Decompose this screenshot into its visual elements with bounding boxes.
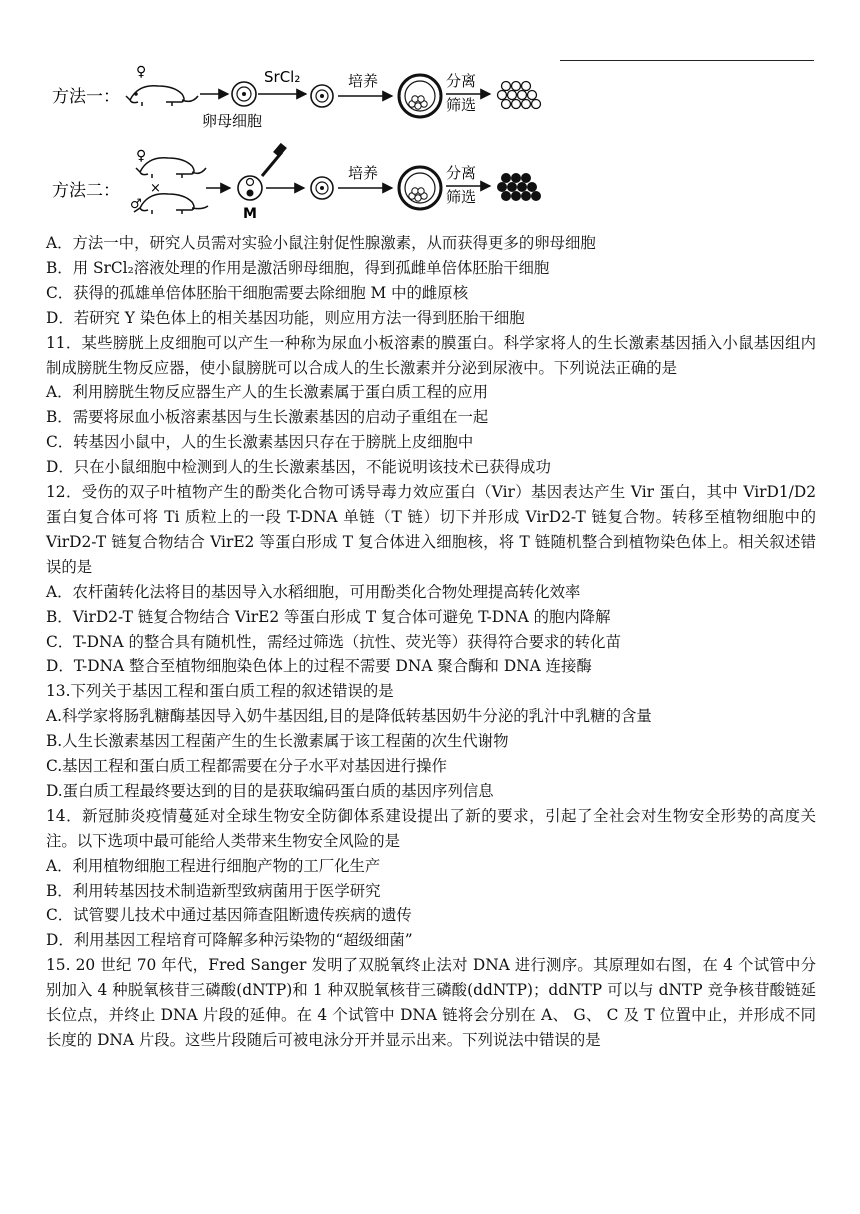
header-rule [560, 60, 814, 61]
option-11a: A．利用膀胱生物反应器生产人的生长激素属于蛋白质工程的应用 [46, 383, 489, 402]
option-10b: B．用 SrCl₂溶液处理的作用是激活卵母细胞，得到孤雌单倍体胚胎干细胞 [46, 258, 550, 277]
option-12b: B．VirD2-T 链复合物结合 VirE2 等蛋白形成 T 复合体可避免 T-DNA 的胞内降解 [46, 607, 611, 626]
question-14: 14．新冠肺炎疫情蔓延对全球生物安全防御体系建设提出了新的要求，引起了全社会对生物安全形势的高度关注。以下选项中最可能给人类带来生物安全风险的是 [46, 806, 816, 850]
option-12c: C．T-DNA 的整合具有随机性，需经过筛选（抗性、荧光等）获得符合要求的转化苗 [46, 632, 621, 651]
option-13a: A.科学家将肠乳糖酶基因导入奶牛基因组,目的是降低转基因奶牛分泌的乳汁中乳糖的含量 [46, 707, 652, 726]
option-11c: C．转基因小鼠中，人的生长激素基因只存在于膀胱上皮细胞中 [46, 433, 474, 452]
option-11b: B．需要将尿血小板溶素基因与生长激素基因的启动子重组在一起 [46, 408, 489, 427]
reagent-label: SrCl₂ [264, 68, 301, 86]
male-symbol: ♂ [130, 197, 142, 212]
option-14a: A．利用植物细胞工程进行细胞产物的工厂化生产 [46, 856, 381, 875]
option-12d: D．T-DNA 整合至植物细胞染色体上的过程不需要 DNA 聚合酶和 DNA 连接酶 [46, 657, 592, 676]
activated-cell-icon-2 [311, 177, 333, 199]
culture-label-2: 培养 [348, 164, 379, 182]
culture-label-1: 培养 [348, 72, 379, 90]
oocyte-icon-1 [232, 82, 256, 106]
mouse-icon-male [134, 194, 208, 214]
select-label-2b: 筛选 [446, 188, 477, 206]
select-label-1b: 筛选 [446, 96, 477, 114]
option-10a: A．方法一中，研究人员需对实验小鼠注射促性腺激素，从而获得更多的卵母细胞 [46, 234, 596, 252]
activated-oocyte-icon-1 [311, 85, 333, 107]
oocyte-label: 卵母细胞 [202, 112, 263, 130]
method1-label: 方法一： [52, 87, 120, 107]
female-symbol-1: ♀ [136, 64, 147, 80]
question-11: 11．某些膀胱上皮细胞可以产生一种称为尿血小板溶素的膜蛋白。科学家将人的生长激素基因插入小鼠基因组内制成膀胱生物反应器，使小鼠膀胱可以合成人的生长激素并分泌到尿液中。下列说法正确的是 [46, 333, 816, 377]
haploid-stem-cells-filled [498, 174, 541, 201]
cross-symbol: × [150, 181, 161, 196]
question-13: 13.下列关于基因工程和蛋白质工程的叙述错误的是 [46, 682, 394, 701]
option-10d: D．若研究 Y 染色体上的相关基因功能，则应用方法一得到胚胎干细胞 [46, 308, 525, 327]
mouse-icon-female [136, 158, 206, 178]
blastocyst-icon-2 [399, 167, 441, 209]
option-13c: C.基因工程和蛋白质工程都需要在分子水平对基因进行操作 [46, 757, 447, 776]
haploid-stem-cells-hollow [498, 82, 541, 109]
pipette-icon [262, 143, 287, 176]
option-13b: B.人生长激素基因工程菌产生的生长激素属于该工程菌的次生代谢物 [46, 732, 509, 751]
select-label-1a: 分离 [446, 72, 477, 90]
method2-label: 方法二： [52, 181, 120, 201]
option-14d: D．利用基因工程培育可降解多种污染物的“超级细菌” [46, 931, 413, 950]
mouse-icon-1 [126, 86, 198, 106]
option-11d: D．只在小鼠细胞中检测到人的生长激素基因，不能说明该技术已获得成功 [46, 458, 551, 477]
option-13d: D.蛋白质工程最终要达到的目的是获取编码蛋白质的基因序列信息 [46, 781, 494, 800]
option-14b: B．利用转基因技术制造新型致病菌用于医学研究 [46, 881, 381, 900]
option-14c: C．试管婴儿技术中通过基因筛查阻断遗传疾病的遗传 [46, 906, 412, 925]
option-12a: A．农杆菌转化法将目的基因导入水稻细胞，可用酚类化合物处理提高转化效率 [46, 582, 581, 601]
question-15: 15. 20 世纪 70 年代，Fred Sanger 发明了双脱氧终止法对 DNA 进行测序。其原理如右图，在 4 个试管中分别加入 4 种脱氧核苷三磷酸(dNTP)和 1 种双脱氧核苷三磷酸(ddNTP)；ddNTP 可以与 dNTP 竞争核苷酸链延长位点，并终止 DNA 片段的延伸。在 4 个试管中 DNA 链将会分别在 A、 G、 C 及 T 位置中止，并形成不同长度的 DNA 片段。这些片段随后可被电泳分开并显示出来。下列说法中错误的是 [46, 956, 816, 1049]
option-10c: C．获得的孤雄单倍体胚胎干细胞需要去除细胞 M 中的雌原核 [46, 283, 469, 302]
female-symbol-2: ♀ [136, 148, 147, 164]
blastocyst-icon-1 [399, 75, 441, 117]
select-label-2a: 分离 [446, 164, 477, 182]
experiment-diagram [46, 60, 566, 232]
zygote-m-icon [238, 176, 262, 200]
question-text [46, 231, 816, 1053]
cell-m-label: M [243, 206, 257, 222]
question-12: 12．受伤的双子叶植物产生的酚类化合物可诱导毒力效应蛋白（Vir）基因表达产生 Vir 蛋白，其中 VirD1/D2 蛋白复合体可将 Ti 质粒上的一段 T-DNA 单链（T 链）切下并形成 VirD2-T 链复合物。转移至植物细胞中的 VirD2-T 链复合物结合 VirE2 等蛋白形成 T 复合体进入细胞核，将 T 链随机整合到植物染色体上。相关叙述错误的是 [46, 483, 816, 576]
